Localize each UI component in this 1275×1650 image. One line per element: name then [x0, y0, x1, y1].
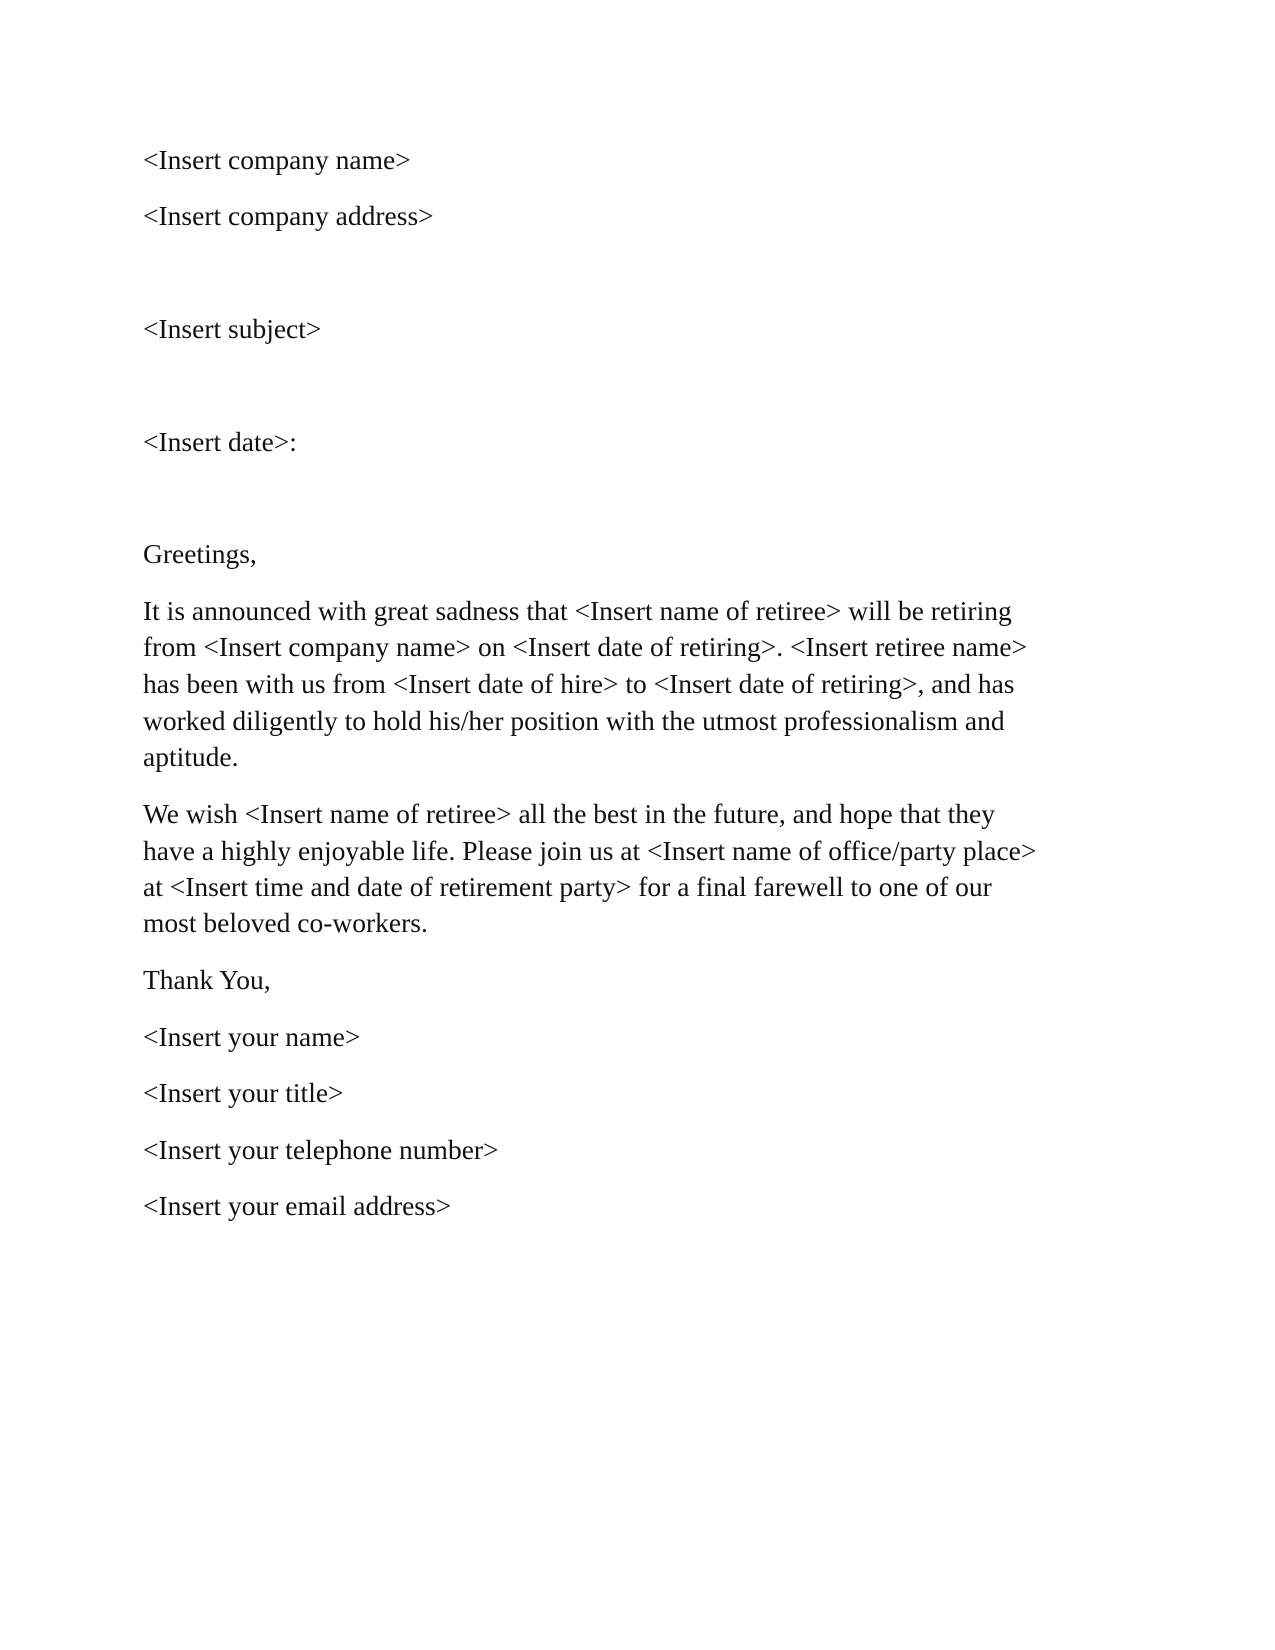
paragraph-line: We wish <Insert name of retiree> all the best in the future, and hope that they: [143, 798, 995, 829]
company-name: <Insert company name>: [143, 144, 411, 175]
paragraph-line: It is announced with great sadness that <Insert name of retiree> will be retiring: [143, 595, 1012, 626]
paragraph-line: from <Insert company name> on <Insert date of retiring>. <Insert retiree name>: [143, 631, 1028, 662]
paragraph-line: aptitude.: [143, 741, 239, 772]
subject: <Insert subject>: [143, 313, 322, 344]
signature-name: <Insert your name>: [143, 1021, 361, 1052]
signature-title: <Insert your title>: [143, 1077, 344, 1108]
closing: Thank You,: [143, 964, 271, 995]
company-address: <Insert company address>: [143, 200, 434, 231]
paragraph-line: have a highly enjoyable life. Please join us at <Insert name of office/party place>: [143, 835, 1037, 866]
date: <Insert date>:: [143, 426, 297, 457]
paragraph-line: worked diligently to hold his/her position with the utmost professionalism and: [143, 705, 1005, 736]
paragraph-line: most beloved co-workers.: [143, 907, 428, 938]
paragraph-line: has been with us from <Insert date of hire> to <Insert date of retiring>, and has: [143, 668, 1015, 699]
paragraph-line: at <Insert time and date of retirement party> for a final farewell to one of our: [143, 871, 992, 902]
greeting: Greetings,: [143, 538, 257, 569]
signature-telephone: <Insert your telephone number>: [143, 1134, 499, 1165]
signature-email: <Insert your email address>: [143, 1190, 452, 1221]
